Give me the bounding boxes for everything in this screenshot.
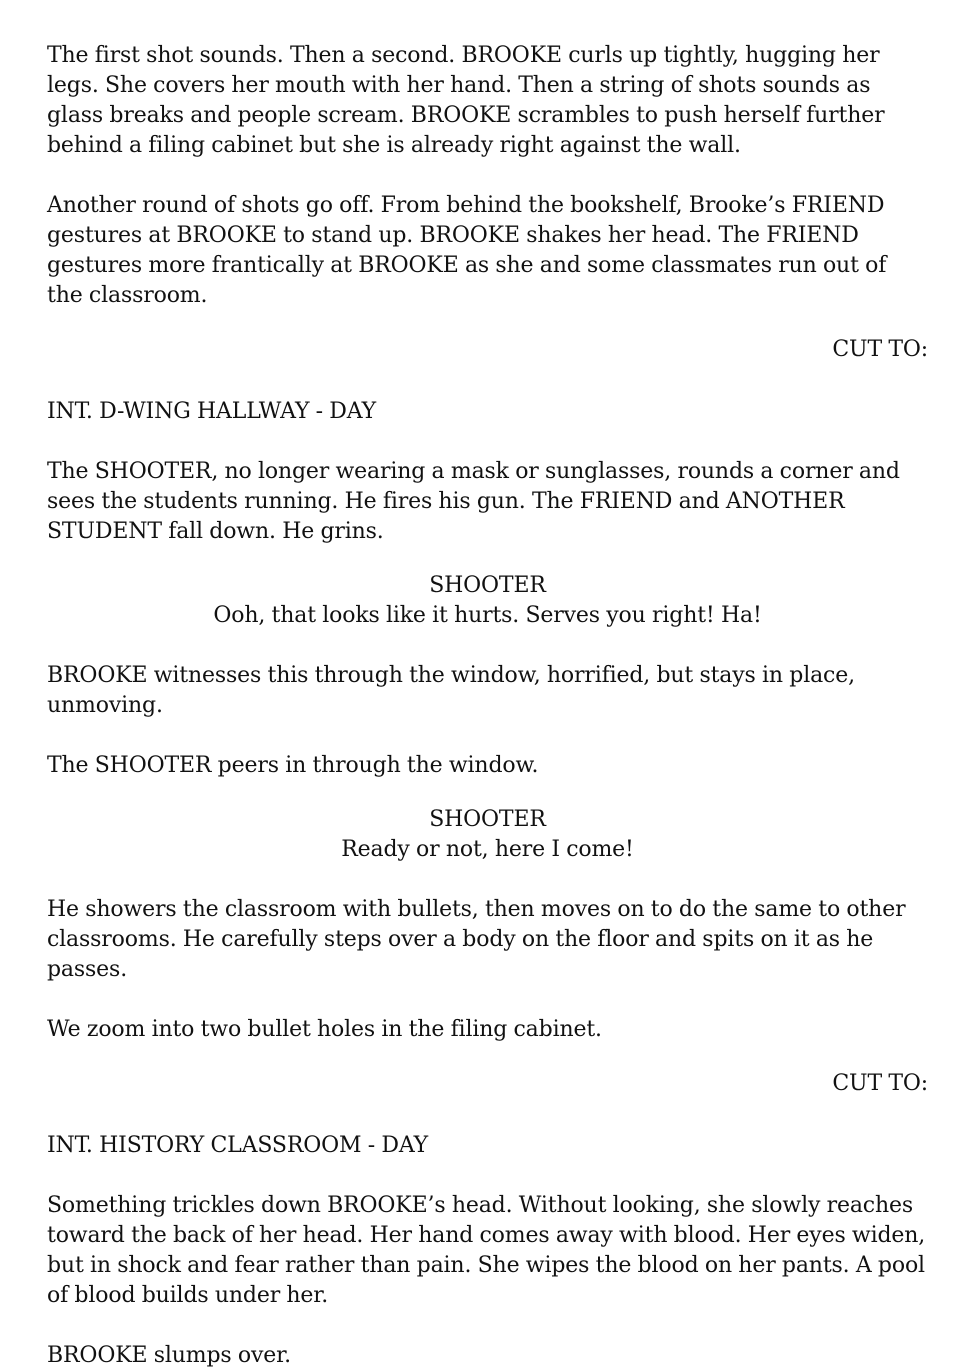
- action-paragraph: He showers the classroom with bullets, then moves on to do the same to other classrooms. He carefully steps over a body on the floor and spits on it as he passes.: [47, 897, 906, 982]
- action-paragraph: BROOKE slumps over.: [47, 1343, 291, 1368]
- action-paragraph: Something trickles down BROOKE’s head. Without looking, she slowly reaches toward the back of her head. Her hand comes away with blood. Her eyes widen, but in shock and fear rather than pain. She wipes the blood on her pants. A pool of blood builds under her.: [47, 1193, 926, 1308]
- action-paragraph: We zoom into two bullet holes in the filing cabinet.: [47, 1017, 602, 1042]
- action-paragraph: BROOKE witnesses this through the window, horrified, but stays in place, unmoving.: [47, 663, 855, 718]
- transition-cut-to: CUT TO:: [832, 1071, 928, 1096]
- dialogue-block: [47, 571, 928, 631]
- scene-heading: INT. D-WING HALLWAY - DAY: [47, 399, 377, 424]
- action-paragraph: Another round of shots go off. From behind the bookshelf, Brooke’s FRIEND gestures at BROOKE to stand up. BROOKE shakes her head. The FRIEND gestures more frantically at BROOKE as she and some classmates run out of the classroom.: [47, 193, 887, 308]
- character-name: SHOOTER: [429, 807, 546, 832]
- scene-heading: INT. HISTORY CLASSROOM - DAY: [47, 1133, 429, 1158]
- dialogue-block: [47, 805, 928, 865]
- transition-cut-to: CUT TO:: [832, 337, 928, 362]
- action-paragraph: The SHOOTER peers in through the window.: [47, 753, 539, 778]
- action-paragraph: The SHOOTER, no longer wearing a mask or sunglasses, rounds a corner and sees the students running. He fires his gun. The FRIEND and ANOTHER STUDENT fall down. He grins.: [47, 459, 900, 544]
- dialogue-line: Ooh, that looks like it hurts. Serves you right! Ha!: [213, 603, 762, 628]
- dialogue-line: Ready or not, here I come!: [341, 837, 634, 862]
- character-name: SHOOTER: [429, 573, 546, 598]
- action-paragraph: The first shot sounds. Then a second. BROOKE curls up tightly, hugging her legs. She covers her mouth with her hand. Then a string of shots sounds as glass breaks and people scream. BROOKE scrambles to push herself further behind a filing cabinet but she is already right against the wall.: [47, 43, 885, 158]
